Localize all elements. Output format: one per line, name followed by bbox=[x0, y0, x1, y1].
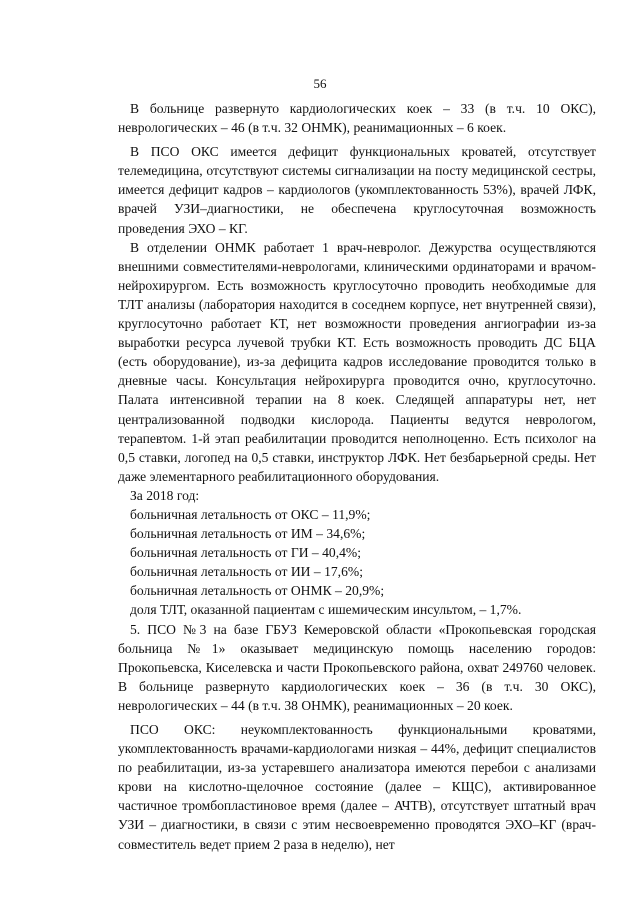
stats-line: доля ТЛТ, оказанной пациентам с ишемическим инсультом, – 1,7%. bbox=[130, 602, 522, 618]
paragraph-pso-3: 5. ПСО №3 на базе ГБУЗ Кемеровской области «Прокопьевская городская больница №1» оказывает медицинскую помощь населению городов: Прокопьевска, Киселевска и части Прокопьевского района, охват 249760 человек. В больнице развернуто кардиологических коек – 36 (в т.ч. 30 ОКС), неврологических – 44 (в т.ч. 38 ОНМК), реанимационных – 20 коек. bbox=[118, 621, 596, 713]
stats-line: больничная летальность от ГИ – 40,4%; bbox=[130, 545, 362, 561]
document-body bbox=[118, 99, 596, 854]
paragraph-pso-oks: В ПСО ОКС имеется дефицит функциональных кроватей, отсутствует телемедицина, отсутствуют системы сигнализации на посту медицинской сестры, имеется дефицит кадров – кардиологов (укомплектованность 53%), врачей ЛФК, врачей УЗИ–диагностики, не обеспечена круглосуточная возможность проведения ЭХО – КГ. bbox=[118, 144, 596, 236]
paragraph-pso-oks-issues: ПСО ОКС: неукомплектованность функциональными кроватями, укомплектованность врачами-кардиологами низкая – 44%, дефицит специалистов по реабилитации, из-за устаревшего анализатора имеются перебои с анализами крови на кислотно-щелочное состояние (далее – КЩС), активированное частичное тромбопластиновое время (далее – АЧТВ), отсутствует штатный врач УЗИ – диагностики, в связи с этим несвоевременно проводятся ЭХО–КГ (врач-совместитель ведет прием 2 раза в неделю), нет bbox=[118, 722, 596, 852]
page-number: 56 bbox=[313, 76, 327, 91]
stats-line: больничная летальность от ОКС – 11,9%; bbox=[130, 506, 371, 522]
paragraph-beds: В больнице развернуто кардиологических коек – 33 (в т.ч. 10 ОКС), неврологических – 46 (в т.ч. 32 ОНМК), реанимационных – 6 коек. bbox=[118, 101, 596, 136]
paragraph-onmk-department: В отделении ОНМК работает 1 врач-невролог. Дежурства осуществляются внешними совместителями-неврологами, клиническими ординаторами и врачом-нейрохирургом. Есть возможность круглосуточно проводить необходимые для ТЛТ анализы (лаборатория находится в соседнем корпусе, нет внутренней связи), круглосуточно работает КТ, нет возможности проведения ангиографии из-за выработки ресурса лучевой трубки КТ. Есть возможность проводить ДС БЦА (есть оборудование), из-за дефицита кадров исследование проводится только в дневные часы. Консультация нейрохирурга проводится очно, круглосуточно. Палата интенсивной терапии на 8 коек. Следящей аппаратуры нет, нет централизованной подводки кислорода. Пациенты ведутся неврологом, терапевтом. 1-й этап реабилитации проводится неполноценно. Есть психолог на 0,5 ставки, логопед на 0,5 ставки, инструктор ЛФК. Нет безбарьерной среды. Нет даже элементарного реабилитационного оборудования. bbox=[118, 239, 596, 484]
stats-line: больничная летальность от ИИ – 17,6%; bbox=[130, 564, 363, 580]
stats-line: больничная летальность от ОНМК – 20,9%; bbox=[130, 583, 385, 599]
stats-line: больничная летальность от ИМ – 34,6%; bbox=[130, 526, 366, 542]
stats-heading: За 2018 год: bbox=[130, 487, 200, 503]
